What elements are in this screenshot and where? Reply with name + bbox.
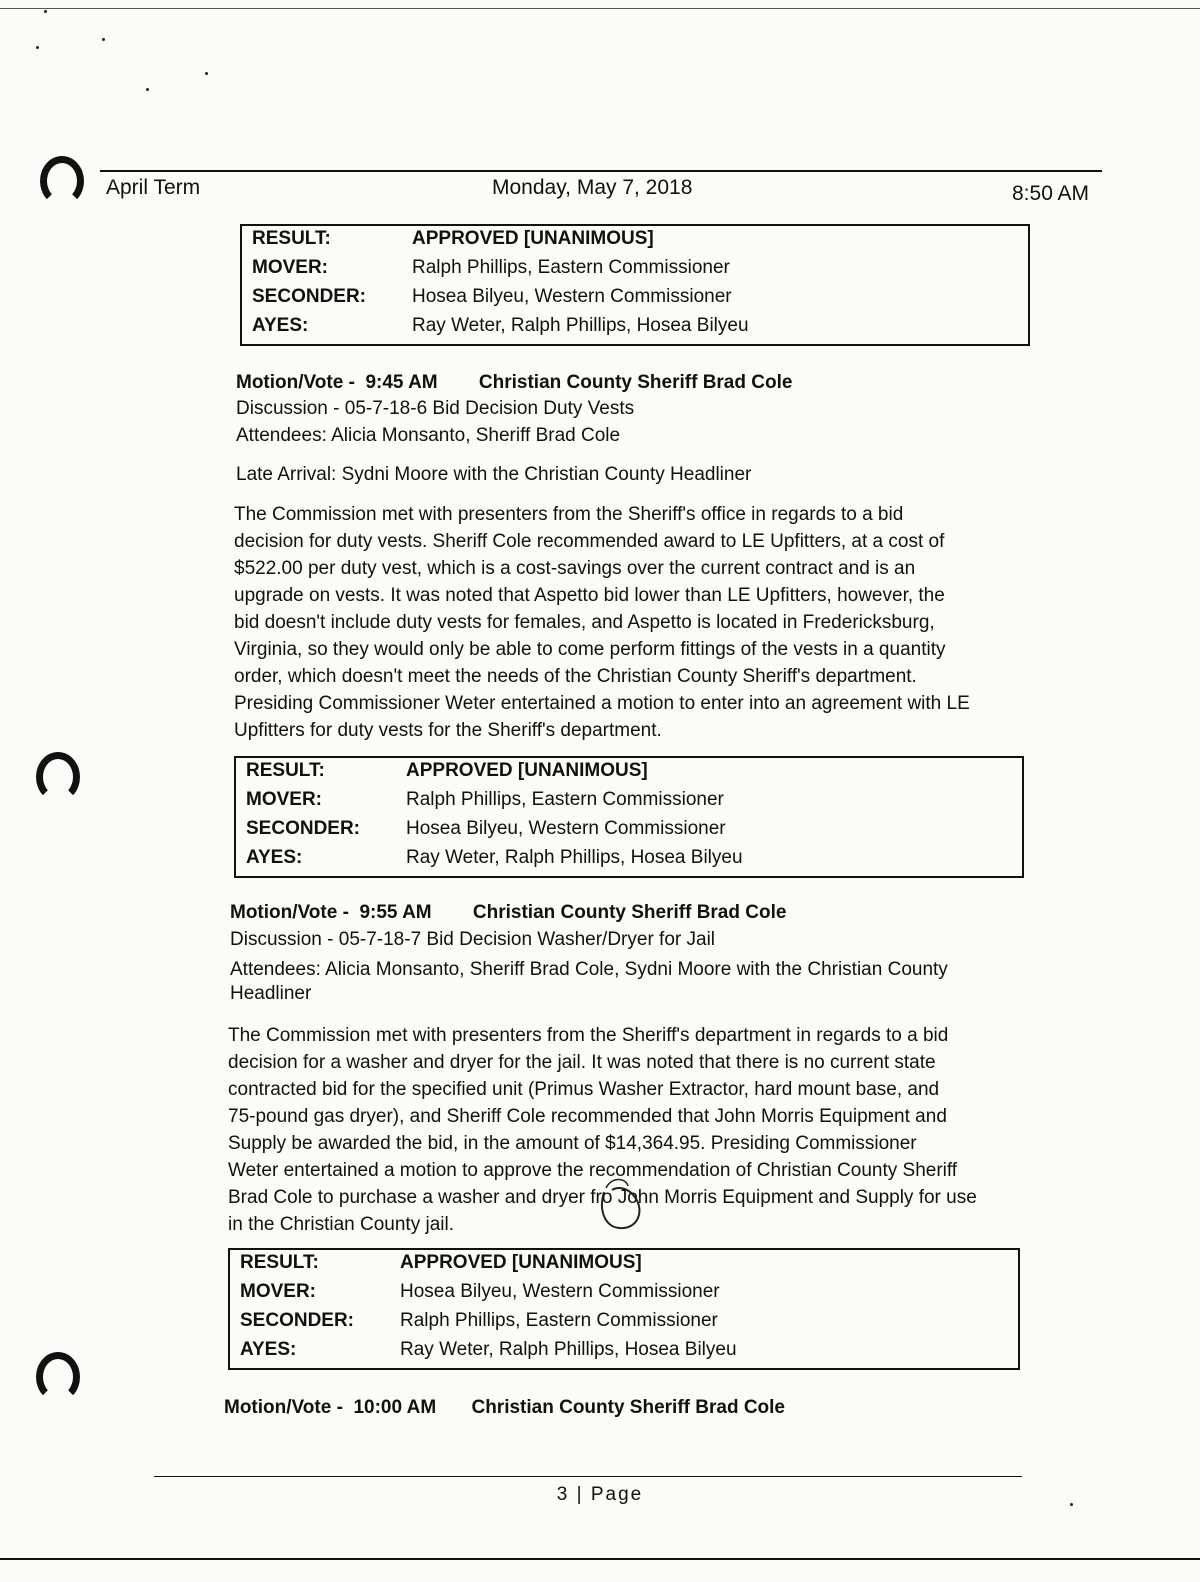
vote-result-row: RESULT: APPROVED [UNANIMOUS]	[240, 1252, 642, 1273]
presenter: Christian County Sheriff Brad Cole	[472, 902, 787, 923]
punch-hole-mark	[36, 1352, 80, 1402]
scan-speck	[36, 46, 39, 49]
vote-seconder: Hosea Bilyeu, Western Commissioner	[406, 818, 726, 839]
vote-result: APPROVED [UNANIMOUS]	[412, 228, 654, 249]
vote-box	[234, 756, 1024, 878]
vote-mover: Hosea Bilyeu, Western Commissioner	[400, 1281, 720, 1302]
page-number: 3 | Page	[556, 1484, 644, 1505]
scan-speck	[146, 88, 149, 91]
scan-speck	[205, 72, 208, 75]
vote-mover: Ralph Phillips, Eastern Commissioner	[412, 257, 730, 278]
late-arrival-line: Late Arrival: Sydni Moore with the Christian County Headliner	[236, 464, 752, 485]
vote-ayes: Ray Weter, Ralph Phillips, Hosea Bilyeu	[412, 315, 749, 336]
vote-seconder-row: SECONDER: Ralph Phillips, Eastern Commissioner	[240, 1310, 718, 1331]
minutes-paragraph: The Commission met with presenters from the Sheriff's office in regards to a bid decision for duty vests. Sheriff Cole recommended award to LE Upfitters, at a cost of $522.00 per duty vest, which is a cost-savings over the current contract and is an upgrade on vests. It was noted that Aspetto bid lower than LE Upfitters, however, the bid doesn't include duty vests for females, and Aspetto is located in Fredericksburg, Virginia, so they would only be able to come perform fittings of the vests in a quantity order, which doesn't meet the needs of the Christian County Sheriff's department. Presiding Commissioner Weter entertained a motion to enter into an agreement with LE Upfitters for duty vests for the Sheriff's department.	[234, 504, 970, 741]
attendees-line: Attendees: Alicia Monsanto, Sheriff Brad Cole	[236, 425, 621, 446]
vote-seconder-row: SECONDER: Hosea Bilyeu, Western Commissioner	[252, 286, 732, 307]
motion-heading: Motion/Vote - 9:45 AM Christian County Sheriff Brad Cole	[236, 372, 793, 393]
term-label: April Term	[106, 176, 201, 199]
discussion-line: Discussion - 05-7-18-6 Bid Decision Duty Vests	[236, 398, 635, 419]
vote-ayes-row: AYES: Ray Weter, Ralph Phillips, Hosea Bilyeu	[240, 1339, 737, 1360]
vote-box	[240, 224, 1030, 346]
vote-ayes-row: AYES: Ray Weter, Ralph Phillips, Hosea Bilyeu	[252, 315, 749, 336]
vote-mover-row: MOVER: Hosea Bilyeu, Western Commissioner	[240, 1281, 720, 1302]
vote-result-row: RESULT: APPROVED [UNANIMOUS]	[252, 228, 654, 249]
presenter: Christian County Sheriff Brad Cole	[478, 372, 793, 393]
vote-seconder-row: SECONDER: Hosea Bilyeu, Western Commissioner	[246, 818, 726, 839]
handwritten-circle-mark	[592, 1168, 652, 1234]
minutes-paragraph: The Commission met with presenters from the Sheriff's department in regards to a bid decision for a washer and dryer for the jail. It was noted that there is no current state contracted bid for the specified unit (Primus Washer Extractor, hard mount base, and 75-pound gas dryer), and Sheriff Cole recommended that John Morris Equipment and Supply be awarded the bid, in the amount of $14,364.95. Presiding Commissioner Weter entertained a motion to approve the recommendation of Christian County Sheriff Brad Cole to purchase a washer and dryer fro John Morris Equipment and Supply for use in the Christian County jail.	[228, 1025, 977, 1235]
presenter: Christian County Sheriff Brad Cole	[471, 1397, 785, 1418]
attendees-block: Attendees: Alicia Monsanto, Sheriff Brad Cole, Sydni Moore with the Christian County Headliner	[230, 959, 948, 1004]
vote-mover: Ralph Phillips, Eastern Commissioner	[406, 789, 724, 810]
meeting-date: Monday, May 7, 2018	[492, 176, 693, 199]
vote-ayes-row: AYES: Ray Weter, Ralph Phillips, Hosea Bilyeu	[246, 847, 743, 868]
meeting-time: 8:50 AM	[1012, 182, 1090, 205]
vote-ayes: Ray Weter, Ralph Phillips, Hosea Bilyeu	[400, 1339, 737, 1360]
punch-hole-mark	[36, 752, 80, 802]
top-edge-rule	[0, 8, 1200, 9]
vote-box	[228, 1248, 1020, 1370]
footer-rule	[154, 1476, 1022, 1477]
vote-result-row: RESULT: APPROVED [UNANIMOUS]	[246, 760, 648, 781]
motion-heading: Motion/Vote - 9:55 AM Christian County Sheriff Brad Cole	[230, 902, 787, 923]
motion-heading: Motion/Vote - 10:00 AM Christian County Sheriff Brad Cole	[224, 1397, 785, 1418]
vote-result: APPROVED [UNANIMOUS]	[406, 760, 648, 781]
vote-mover-row: MOVER: Ralph Phillips, Eastern Commissioner	[252, 257, 730, 278]
scan-speck	[102, 38, 105, 41]
discussion-line: Discussion - 05-7-18-7 Bid Decision Washer/Dryer for Jail	[230, 929, 716, 950]
vote-seconder: Hosea Bilyeu, Western Commissioner	[412, 286, 732, 307]
scan-speck	[44, 10, 47, 13]
punch-hole-mark	[40, 156, 84, 206]
vote-mover-row: MOVER: Ralph Phillips, Eastern Commissioner	[246, 789, 724, 810]
vote-result: APPROVED [UNANIMOUS]	[400, 1252, 642, 1273]
vote-ayes: Ray Weter, Ralph Phillips, Hosea Bilyeu	[406, 847, 743, 868]
vote-seconder: Ralph Phillips, Eastern Commissioner	[400, 1310, 718, 1331]
header-rule	[100, 170, 1102, 172]
bottom-edge-rule	[0, 1558, 1200, 1560]
